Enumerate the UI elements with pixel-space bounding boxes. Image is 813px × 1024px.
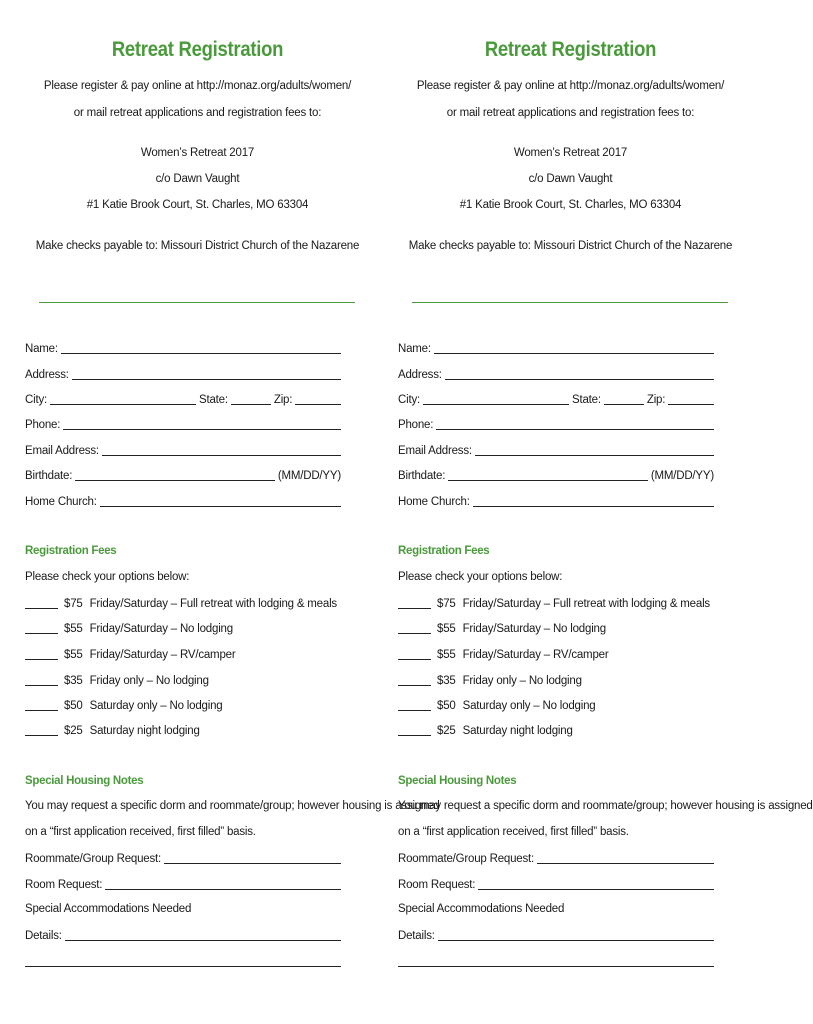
registration-form-left xyxy=(25,0,440,1024)
mailing-address-line: Women’s Retreat 2017 xyxy=(140,147,255,159)
fee-price: $55 xyxy=(437,649,456,661)
fee-description: Friday/Saturday – Full retreat with lodging & meals xyxy=(89,598,337,610)
birthdate-label: Birthdate: xyxy=(398,470,446,482)
details-field[interactable] xyxy=(25,928,341,942)
phone-input-line[interactable] xyxy=(63,419,341,430)
room-request-field[interactable] xyxy=(25,877,341,891)
home-church-label: Home Church: xyxy=(398,496,470,508)
fee-option[interactable] xyxy=(398,621,606,635)
fee-description: Saturday only – No lodging xyxy=(462,700,596,712)
zip-label: Zip: xyxy=(273,394,293,406)
fee-checkbox-line[interactable] xyxy=(398,725,431,736)
registration-fees-heading: Registration Fees xyxy=(25,545,117,557)
housing-note-text: You may request a specific dorm and roommate/group; however housing is assigned xyxy=(398,800,813,812)
address-input-line[interactable] xyxy=(72,369,341,380)
intro-line: Please register & pay online at http://monaz.org/adults/women/ xyxy=(43,80,352,92)
phone-label: Phone: xyxy=(398,419,434,431)
fee-price: $75 xyxy=(64,598,83,610)
details-input-line[interactable] xyxy=(438,930,714,941)
fee-price: $25 xyxy=(64,725,83,737)
fee-description: Saturday night lodging xyxy=(462,725,573,737)
birthdate-input-line[interactable] xyxy=(448,470,648,481)
email-field[interactable] xyxy=(398,443,714,457)
address-field[interactable] xyxy=(25,367,341,381)
fee-option[interactable] xyxy=(25,673,209,687)
email-label: Email Address: xyxy=(398,445,472,457)
mailing-address-line: Women’s Retreat 2017 xyxy=(513,147,628,159)
name-label: Name: xyxy=(398,343,431,355)
fee-option[interactable] xyxy=(25,621,233,635)
fee-checkbox-line[interactable] xyxy=(25,725,58,736)
roommate-request-label: Roommate/Group Request: xyxy=(25,853,162,865)
fee-checkbox-line[interactable] xyxy=(398,598,431,609)
fee-option[interactable] xyxy=(25,647,235,661)
state-input-line[interactable] xyxy=(604,394,644,405)
fee-checkbox-line[interactable] xyxy=(25,623,58,634)
home-church-field[interactable] xyxy=(398,494,714,508)
fee-description: Friday/Saturday – No lodging xyxy=(89,623,233,635)
mailing-address-line: #1 Katie Brook Court, St. Charles, MO 63304 xyxy=(459,199,682,211)
birthdate-field[interactable] xyxy=(25,468,341,482)
room-request-label: Room Request: xyxy=(25,879,103,891)
room-request-input-line[interactable] xyxy=(478,879,714,890)
intro-line: or mail retreat applications and registration fees to: xyxy=(73,107,322,119)
fees-instruction: Please check your options below: xyxy=(398,571,563,583)
city-input-line[interactable] xyxy=(50,394,196,405)
fee-option[interactable] xyxy=(398,673,582,687)
address-input-line[interactable] xyxy=(445,369,714,380)
fee-description: Saturday only – No lodging xyxy=(89,700,223,712)
fee-checkbox-line[interactable] xyxy=(25,700,58,711)
state-input-line[interactable] xyxy=(231,394,271,405)
fee-description: Friday/Saturday – Full retreat with lodging & meals xyxy=(462,598,710,610)
fee-price: $55 xyxy=(64,649,83,661)
fee-description: Friday/Saturday – RV/camper xyxy=(462,649,609,661)
phone-field[interactable] xyxy=(398,417,714,431)
phone-input-line[interactable] xyxy=(436,419,714,430)
birthdate-input-line[interactable] xyxy=(75,470,275,481)
email-input-line[interactable] xyxy=(475,445,714,456)
form-title: Retreat Registration xyxy=(484,38,657,61)
divider xyxy=(412,302,728,303)
name-label: Name: xyxy=(25,343,58,355)
fees-instruction: Please check your options below: xyxy=(25,571,190,583)
fee-checkbox-line[interactable] xyxy=(398,623,431,634)
fee-option[interactable] xyxy=(398,723,573,737)
fee-checkbox-line[interactable] xyxy=(25,598,58,609)
housing-note-text: You may request a specific dorm and roommate/group; however housing is assigned xyxy=(25,800,440,812)
zip-input-line[interactable] xyxy=(668,394,714,405)
email-input-line[interactable] xyxy=(102,445,341,456)
fee-price: $55 xyxy=(64,623,83,635)
birthdate-label: Birthdate: xyxy=(25,470,73,482)
email-label: Email Address: xyxy=(25,445,99,457)
fee-option[interactable] xyxy=(25,596,337,610)
registration-fees-heading: Registration Fees xyxy=(398,545,490,557)
fee-checkbox-line[interactable] xyxy=(25,649,58,660)
name-field[interactable] xyxy=(398,341,714,355)
fee-price: $55 xyxy=(437,623,456,635)
housing-note-text: on a “first application received, first filled” basis. xyxy=(398,826,629,838)
fee-checkbox-line[interactable] xyxy=(398,700,431,711)
accommodations-label: Special Accommodations Needed xyxy=(25,903,192,915)
email-field[interactable] xyxy=(25,443,341,457)
roommate-request-field[interactable] xyxy=(25,851,341,865)
fee-price: $35 xyxy=(437,675,456,687)
city-label: City: xyxy=(25,394,48,406)
home-church-input-line[interactable] xyxy=(100,496,341,507)
fee-price: $50 xyxy=(64,700,83,712)
housing-note-text: on a “first application received, first filled” basis. xyxy=(25,826,256,838)
room-request-label: Room Request: xyxy=(398,879,476,891)
fee-description: Friday only – No lodging xyxy=(462,675,582,687)
housing-notes-heading: Special Housing Notes xyxy=(25,775,144,787)
checks-payable-line: Make checks payable to: Missouri District Church of the Nazarene xyxy=(35,240,360,252)
mailing-address-line: c/o Dawn Vaught xyxy=(155,173,240,185)
roommate-request-input-line[interactable] xyxy=(164,853,341,864)
fee-price: $50 xyxy=(437,700,456,712)
divider xyxy=(39,302,355,303)
fee-price: $25 xyxy=(437,725,456,737)
intro-line: Please register & pay online at http://monaz.org/adults/women/ xyxy=(416,80,725,92)
address-label: Address: xyxy=(398,369,442,381)
birthdate-field[interactable] xyxy=(398,468,714,482)
fee-option[interactable] xyxy=(25,698,222,712)
registration-form-right xyxy=(398,0,813,1024)
details-extra-line[interactable] xyxy=(25,966,341,967)
accommodations-label: Special Accommodations Needed xyxy=(398,903,565,915)
fee-description: Friday/Saturday – No lodging xyxy=(462,623,606,635)
fee-price: $75 xyxy=(437,598,456,610)
city-input-line[interactable] xyxy=(423,394,569,405)
address-field[interactable] xyxy=(398,367,714,381)
home-church-input-line[interactable] xyxy=(473,496,714,507)
birthdate-format: (MM/DD/YY) xyxy=(650,470,714,482)
details-input-line[interactable] xyxy=(65,930,341,941)
fee-option[interactable] xyxy=(25,723,200,737)
home-church-field[interactable] xyxy=(25,494,341,508)
details-extra-line[interactable] xyxy=(398,966,714,967)
checks-payable-line: Make checks payable to: Missouri District Church of the Nazarene xyxy=(408,240,733,252)
roommate-request-label: Roommate/Group Request: xyxy=(398,853,535,865)
fee-description: Friday/Saturday – RV/camper xyxy=(89,649,236,661)
fee-price: $35 xyxy=(64,675,83,687)
city-state-zip-field[interactable] xyxy=(25,392,341,406)
name-field[interactable] xyxy=(25,341,341,355)
roommate-request-field[interactable] xyxy=(398,851,714,865)
roommate-request-input-line[interactable] xyxy=(537,853,714,864)
zip-input-line[interactable] xyxy=(295,394,341,405)
housing-notes-heading: Special Housing Notes xyxy=(398,775,517,787)
fee-checkbox-line[interactable] xyxy=(398,675,431,686)
phone-label: Phone: xyxy=(25,419,61,431)
room-request-input-line[interactable] xyxy=(105,879,341,890)
state-label: State: xyxy=(572,394,601,406)
zip-label: Zip: xyxy=(646,394,666,406)
home-church-label: Home Church: xyxy=(25,496,97,508)
mailing-address-line: #1 Katie Brook Court, St. Charles, MO 63304 xyxy=(86,199,309,211)
fee-checkbox-line[interactable] xyxy=(25,675,58,686)
phone-field[interactable] xyxy=(25,417,341,431)
fee-option[interactable] xyxy=(398,698,595,712)
fee-option[interactable] xyxy=(398,596,710,610)
details-label: Details: xyxy=(398,930,435,942)
details-field[interactable] xyxy=(398,928,714,942)
room-request-field[interactable] xyxy=(398,877,714,891)
city-state-zip-field[interactable] xyxy=(398,392,714,406)
fee-option[interactable] xyxy=(398,647,608,661)
mailing-address-line: c/o Dawn Vaught xyxy=(528,173,613,185)
details-label: Details: xyxy=(25,930,62,942)
fee-description: Friday only – No lodging xyxy=(89,675,209,687)
name-input-line[interactable] xyxy=(61,343,341,354)
intro-line: or mail retreat applications and registration fees to: xyxy=(446,107,695,119)
fee-checkbox-line[interactable] xyxy=(398,649,431,660)
name-input-line[interactable] xyxy=(434,343,714,354)
city-label: City: xyxy=(398,394,421,406)
address-label: Address: xyxy=(25,369,69,381)
state-label: State: xyxy=(199,394,228,406)
birthdate-format: (MM/DD/YY) xyxy=(277,470,341,482)
form-title: Retreat Registration xyxy=(111,38,284,61)
fee-description: Saturday night lodging xyxy=(89,725,200,737)
